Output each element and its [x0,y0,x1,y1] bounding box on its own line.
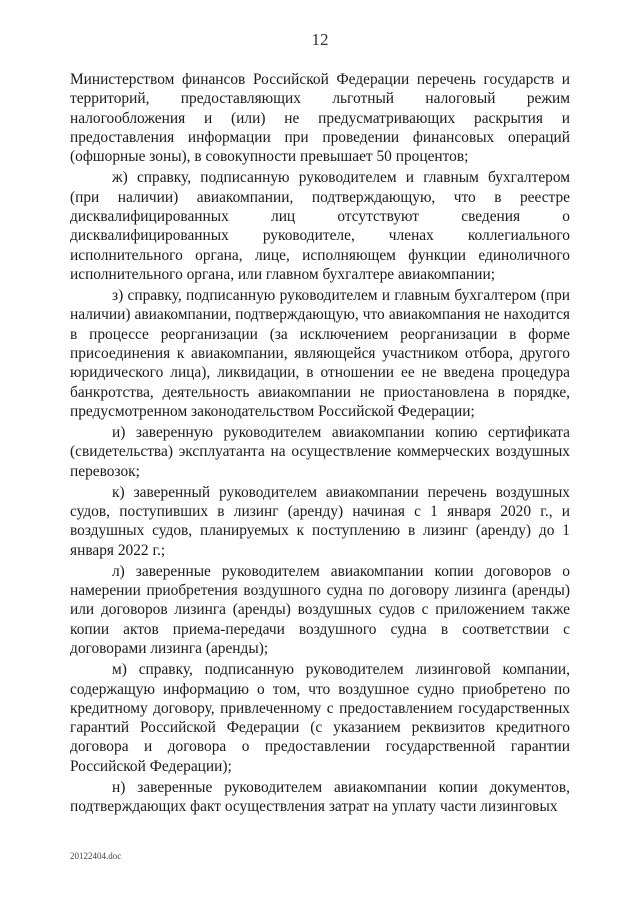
footer-filename: 20122404.doc [70,851,122,861]
paragraph-continuation: Министерством финансов Российской Федерации перечень государств и территорий, предоставляющих льготный налоговый режим налогообложения и (или) не предусматривающих раскрытия и предоставления информации при проведении финансовых операций (офшорные зоны), в совокупности превышает 50 процентов; [70,71,570,166]
paragraph-item-l: л) заверенные руководителем авиакомпании копии договоров о намерении приобретения воздушного судна по договору лизинга (аренды) или договоров лизинга (аренды) воздушных судов с приложением также копии актов приема-передачи воздушного судна в соответствии с договорами лизинга (аренды); [70,562,570,658]
document-body [70,70,570,817]
paragraph-item-z: з) справку, подписанную руководителем и главным бухгалтером (при наличии) авиакомпании, подтверждающую, что авиакомпания не находится в процессе реорганизации (за исключением реорганизации в форме присоединения к авиакомпании, являющейся участником отбора, другого юридического лица), ликвидации, в отношении ее не введена процедура банкротства, деятельность авиакомпании не приостановлена в порядке, предусмотренном законодательством Российской Федерации; [70,287,570,420]
paragraph-item-n: н) заверенные руководителем авиакомпании копии документов, подтверждающих факт осуществления затрат на уплату части лизинговых [70,778,570,816]
paragraph-item-zh: ж) справку, подписанную руководителем и главным бухгалтером (при наличии) авиакомпании, подтверждающую, что в реестре дисквалифицированных лиц отсутствуют сведения о дисквалифицированных руководителе, членах коллегиального исполнительного органа, лице, исполняющем функции единоличного исполнительного органа, или главном бухгалтере авиакомпании; [70,169,570,283]
paragraph-item-i: и) заверенную руководителем авиакомпании копию сертификата (свидетельства) эксплуатанта на осуществление коммерческих воздушных перевозок; [70,424,570,480]
paragraph-item-k: к) заверенный руководителем авиакомпании перечень воздушных судов, поступивших в лизинг (аренду) начиная с 1 января 2020 г., и воздушных судов, планируемых к поступлению в лизинг (аренду) до 1 января 2022 г.; [70,483,570,559]
paragraph-item-m: м) справку, подписанную руководителем лизинговой компании, содержащую информацию о том, что воздушное судно приобретено по кредитному договору, привлеченному с предоставлением государственных гарантий Российской Федерации (с указанием реквизитов кредитного договора и договора о предоставлении государственной гарантии Российской Федерации); [70,661,570,775]
page-number: 12 [311,30,329,49]
